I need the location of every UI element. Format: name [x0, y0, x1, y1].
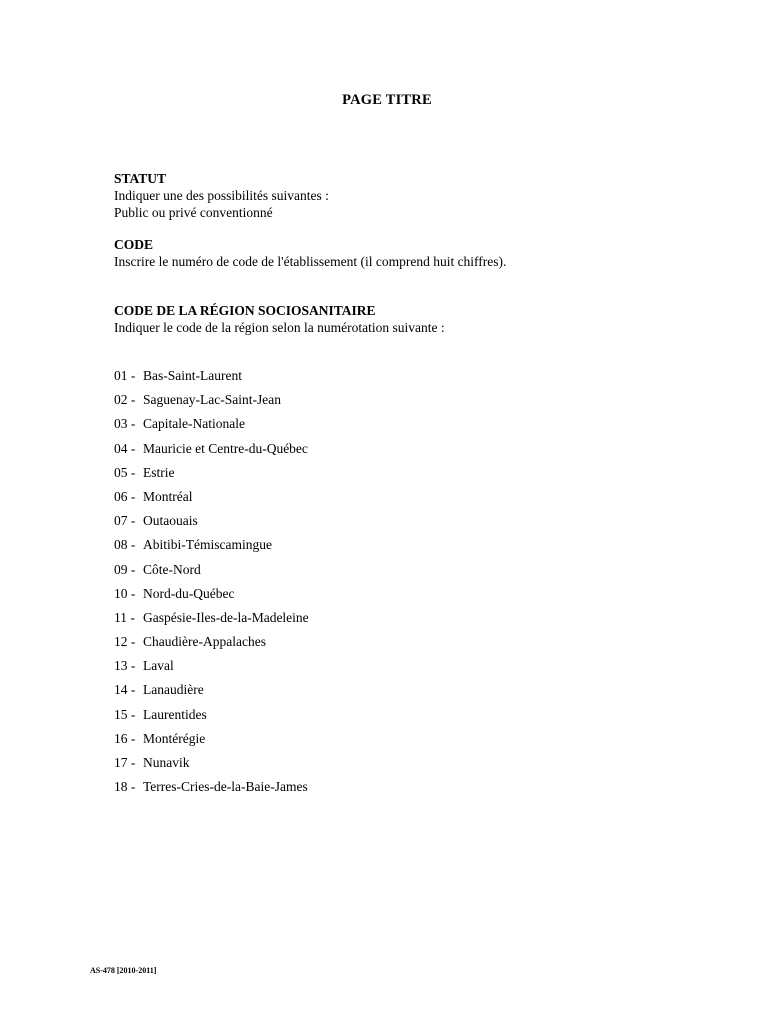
region-code: 06 -: [114, 488, 136, 504]
list-item: [114, 415, 309, 439]
statut-instruction: Indiquer une des possibilités suivantes :: [114, 188, 329, 203]
list-item: [114, 681, 309, 705]
region-name: Côte-Nord: [143, 561, 201, 577]
region-name: Nord-du-Québec: [143, 585, 235, 601]
region-name: Capitale-Nationale: [143, 416, 245, 432]
code-instruction: Inscrire le numéro de code de l'établissement (il comprend huit chiffres).: [114, 254, 507, 269]
list-item: [114, 609, 309, 633]
list-item: [114, 536, 309, 560]
region-name: Terres-Cries-de-la-Baie-James: [143, 779, 308, 795]
statut-heading: STATUT: [114, 171, 167, 186]
region-name: Saguenay-Lac-Saint-Jean: [143, 392, 281, 408]
region-name: Mauricie et Centre-du-Québec: [143, 440, 308, 456]
list-item: [114, 512, 309, 536]
region-code: 08 -: [114, 537, 136, 553]
region-instruction: Indiquer le code de la région selon la numérotation suivante :: [114, 320, 445, 335]
region-name: Bas-Saint-Laurent: [143, 368, 242, 383]
code-section: [114, 236, 506, 270]
list-item: [114, 730, 309, 754]
list-item: [114, 633, 309, 657]
page-title: PAGE TITRE: [342, 92, 432, 108]
region-code: 17 -: [114, 755, 136, 770]
region-code: 01 -: [114, 368, 136, 383]
list-item: [114, 391, 309, 415]
region-code: 16 -: [114, 730, 136, 746]
region-code: 12 -: [114, 634, 136, 650]
region-name: Laurentides: [143, 706, 207, 722]
list-item: [114, 706, 309, 730]
region-code: 13 -: [114, 658, 136, 674]
region-code: 02 -: [114, 392, 136, 408]
region-name: Laval: [143, 658, 174, 674]
region-name: Estrie: [143, 464, 175, 480]
region-code: 11 -: [114, 609, 135, 625]
region-name: Nunavik: [143, 755, 190, 770]
region-code: 10 -: [114, 585, 136, 601]
region-code: 18 -: [114, 779, 136, 795]
region-name: Abitibi-Témiscamingue: [143, 537, 272, 553]
list-item: [114, 561, 309, 585]
region-code: 15 -: [114, 706, 136, 722]
statut-options: Public ou privé conventionné: [114, 205, 273, 220]
region-code: 05 -: [114, 464, 136, 480]
code-heading: CODE: [114, 237, 154, 252]
region-name: Chaudière-Appalaches: [143, 634, 266, 650]
region-name: Montréal: [143, 488, 193, 504]
list-item: [114, 367, 309, 391]
list-item: [114, 754, 309, 778]
region-name: Lanaudière: [143, 682, 204, 698]
list-item: [114, 464, 309, 488]
region-heading: CODE DE LA RÉGION SOCIOSANITAIRE: [114, 303, 376, 318]
region-code: 03 -: [114, 416, 136, 432]
list-item: [114, 488, 309, 512]
region-section: [114, 302, 445, 336]
region-name: Gaspésie-Iles-de-la-Madeleine: [143, 609, 309, 625]
form-code-footer: AS-478 [2010-2011]: [90, 966, 157, 975]
region-code: 04 -: [114, 440, 136, 456]
region-name: Montérégie: [143, 730, 206, 746]
list-item: [114, 585, 309, 609]
list-item: [114, 778, 309, 802]
region-name: Outaouais: [143, 513, 198, 529]
region-code: 07 -: [114, 513, 136, 529]
list-item: [114, 440, 309, 464]
statut-section: [114, 170, 329, 221]
region-code: 09 -: [114, 561, 136, 577]
list-item: [114, 657, 309, 681]
region-code: 14 -: [114, 682, 136, 698]
region-list: [114, 367, 309, 802]
